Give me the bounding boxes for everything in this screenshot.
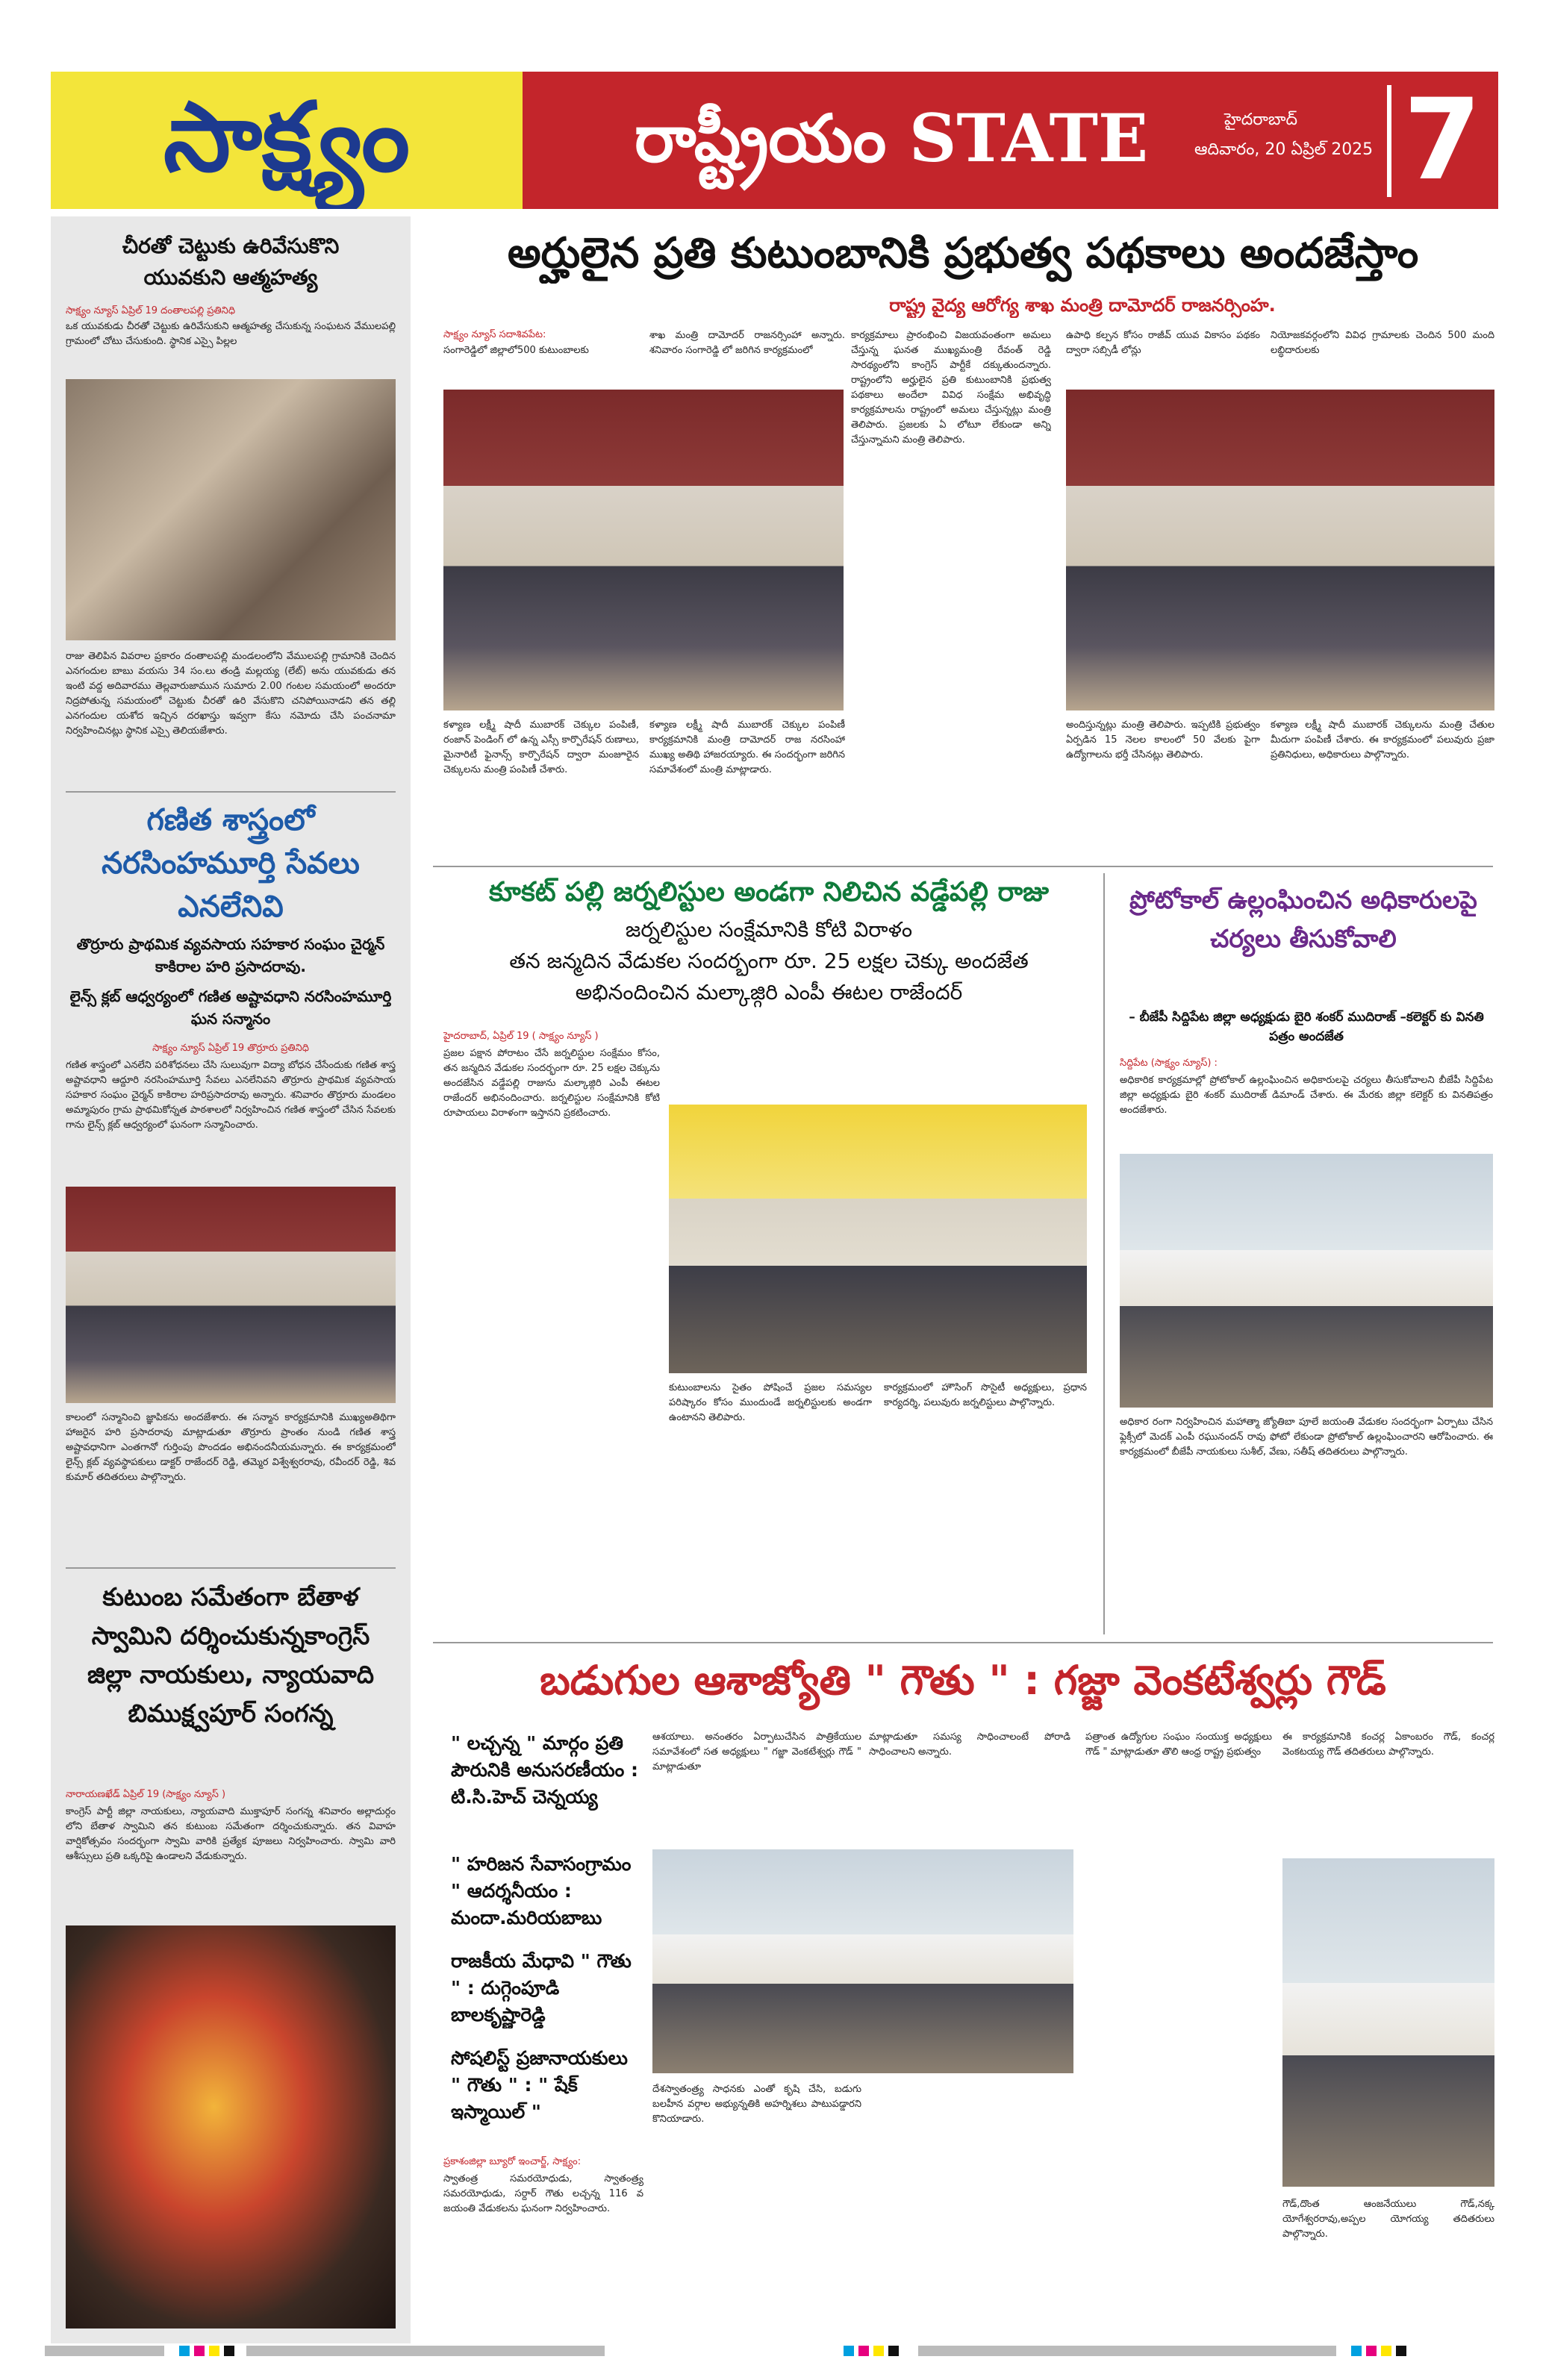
kukatpally-photo xyxy=(669,1105,1087,1373)
gouthu-headline: బడుగుల ఆశాజ్యోతి " గౌతు " : గజ్జా వెంకటేశ్వర్లు గౌడ్ xyxy=(540,1657,1386,1704)
kukatpally-subhead-3: అభినందించిన మల్కాజ్గిరి ఎంపీ ఈటల రాజేందర్ xyxy=(575,980,963,1005)
registration-swatch xyxy=(844,2346,854,2356)
lead-col-3: కార్యక్రమాలు ప్రారంభించి విజయవంతంగా అమలు చేస్తున్న ఘనత ముఖ్యమంత్రి రేవంత్ రెడ్డి సారథ్యంలోని కాంగ్రెస్ పార్టీకే దక్కుతుందన్నారు. రాష్ట్రంలోని అర్హులైన ప్రతి కుటుంబానికి ప్రభుత్వ పథకాలు అందేలా వివిధ సంక్షేమ అభివృద్ధి కార్యక్రమాలను రాష్ట్రంలో అమలు చేస్తున్నట్లు మంత్రి తెలిపారు. ప్రజలకు ఏ లోటూ లేకుండా అన్ని చేస్తున్నామని మంత్రి తెలిపారు. xyxy=(851,330,1051,446)
story2-byline: సాక్ష్యం న్యూస్ ఏప్రిల్ 19 తొర్రూరు ప్రతినిధి xyxy=(152,1043,309,1054)
kukatpally-body: ప్రజల పక్షాన పోరాటం చేసే జర్నలిస్టుల సంక్షేమం కోసం, తన జన్మదిన వేడుకల సందర్భంగా రూ. 25 లక్షల చెక్కును అందజేసిన వడ్డేపల్లి రాజును మల్కాజ్గిరి ఎంపీ ఈటల రాజేందర్ అభినందించారు. జర్నలిస్టుల సంక్షేమానికి కోటి రూపాయలు విరాళంగా ఇస్తానని ప్రకటించారు. xyxy=(443,1048,660,1119)
kukatpally-headline: కూకట్ పల్లి జర్నలిస్టుల అండగా నిలిచిన వడ్డేపల్లి రాజు xyxy=(488,877,1050,908)
story2-subhead-1: తొర్రూరు ప్రాథమిక వ్యవసాయ సహకార సంఘం చైర్మన్ కాకిరాల హరి ప్రసాదరావు. xyxy=(76,935,385,975)
story1-headline-2: యువకుని ఆత్మహత్య xyxy=(143,265,318,290)
lead-col-1: సంగారెడ్డిలో జిల్లాలో500 కుటుంబాలకు xyxy=(443,345,589,356)
lead-headline: అర్హులైన ప్రతి కుటుంబానికి ప్రభుత్వ పథకాలు అందజేస్తాం xyxy=(507,229,1419,278)
lead-photo-1 xyxy=(443,390,844,710)
kukatpally-body-3: కార్యక్రమంలో హౌసింగ్ సొసైటీ అధ్యక్షులు, ప్రధాన కార్యదర్శి, పలువురు జర్నలిస్టులు పాల్గొన్నారు. xyxy=(884,1382,1087,1408)
gouthu-quote-2: " హరిజన సేవాసంగ్రామం " ఆదర్శనీయం : మందా.మరియబాబు xyxy=(451,1853,632,1928)
lead-photo-2 xyxy=(1066,390,1494,710)
gouthu-photo-2 xyxy=(1282,1858,1494,2187)
section-band xyxy=(523,72,1498,209)
story2-body-2: కాలంలో సన్మానించి జ్ఞాపికను అందజేశారు. ఈ సన్మాన కార్యక్రమానికి ముఖ్యఅతిథిగా హాజరైన హరి ప్రసాదరావు మాట్లాడుతూ తొర్రూరు ప్రాంతం నుండి గణిత శాస్త్ర అష్టావధానిగా ఎంతగానో గుర్తింపు పొందడం అభినందనీయమన్నారు. ఈ కార్యక్రమంలో లైన్స్ క్లబ్ వ్యవస్థాపకులు డాక్టర్ రాజేందర్ రెడ్డి, తమ్మెర విశ్వేశ్వరరావు, రవీందర్ రెడ్డి, శివ కుమార్ తదితరులు పాల్గొన్నారు. xyxy=(66,1412,396,1483)
protocol-byline: సిద్దిపేట (సాక్ష్యం న్యూస్) : xyxy=(1120,1058,1218,1069)
edition-city: హైదరాబాద్ xyxy=(1224,110,1297,129)
protocol-subhead: – బీజేపీ సిద్దిపేట జిల్లా అధ్యక్షుడు బైరి శంకర్ ముదిరాజ్ –కలెక్టర్ కు వినతి పత్రం అందజేత xyxy=(1129,1010,1484,1044)
gouthu-body-3: మాట్లాడుతూ సమస్య సాధించాలంటే పోరాడి సాధించాలని అన్నారు. xyxy=(869,1731,1070,1758)
story1-photo xyxy=(66,379,396,640)
lead-byline: సాక్ష్యం న్యూస్ సదాశివపేట: xyxy=(443,329,546,340)
story1-body: రాజు తెలిపిన వివరాల ప్రకారం దంతాలపల్లి మండలంలోని వేములపల్లి గ్రామానికి చెందిన ఎనగందుల బాబు వయసు 34 సం.లు తండ్రి మల్లయ్య (లేట్) అను యువకుడు తన ఇంటి వద్ద అదివారము తెల్లవారుజామున సుమారు 2.00 గంటల సమయంలో అందరూ నిద్రపోతున్న సమయంలో చెట్టుకు చీరతో ఉరి వేసుకొని చనిపోయినాడని తన తల్లి ఎనగందుల యశోద ఇచ్చిన దరఖాస్తు ఇవ్వగా కేసు నమోదు చేసి పంచనామా నిర్వహించినట్లు స్థానిక ఎస్సై తెలియజేశారు. xyxy=(66,651,396,737)
story2-body: గణిత శాస్త్రంలో ఎనలేని పరిశోధనలు చేసి సులువుగా విద్యా బోధన చేసేందుకు గణిత శాస్త్ర అష్టావధాని ఆద్దూరి నరసింహమూర్తి సేవలు ఎనలేనివని తొర్రూరు ప్రాథమిక వ్యవసాయ సహకార సంఘం చైర్మన్ కాకిరాల హరిప్రసాదరావు అన్నారు. శనివారం తొర్రూరు మండలం అమ్మాపురం గ్రామ ప్రాథమికోన్నత పాఠశాలలో నిర్వహించిన గణిత శాస్త్రంలో చేసిన సేవలకు గాను లైన్స్ క్లబ్ ఆధ్వర్యంలో ఘనంగా సన్మానించారు. xyxy=(66,1060,396,1131)
lead-below-1: కళ్యాణ లక్ష్మీ షాదీ ముబారక్ చెక్కుల పంపిణీ, రంజాన్ పెండింగ్ లో ఉన్న ఎస్సీ కార్పొరేషన్ రుణాలు, మైనారిటీ ఫైనాన్స్ కార్పొరేషన్ ద్వారా మంజూరైన చెక్కులను మంత్రి పంపిణీ చేశారు. xyxy=(443,719,639,775)
registration-swatch xyxy=(194,2346,205,2356)
kukatpally-subhead-2: తన జన్మదిన వేడుకల సందర్భంగా రూ. 25 లక్షల చెక్కు అందజేత xyxy=(509,949,1029,973)
registration-swatch xyxy=(873,2346,884,2356)
registration-strip xyxy=(918,2346,1336,2356)
page-number-divider xyxy=(1387,85,1391,197)
protocol-body-2: అధికార రంగా నిర్వహించిన మహాత్మా జ్యోతిబా పూలే జయంతి వేడుకల సందర్భంగా ఏర్పాటు చేసిన ఫ్లెక్సీలో మెదక్ ఎంపీ రఘునందన్ రావు ఫోటో లేకుండా ప్రోటోకాల్ ఉల్లంఘించారని ఆరోపించారు. ఈ కార్యక్రమంలో బీజేపీ నాయకులు సుశీల్, వేణు, సతీష్ తదితరులు పాల్గొన్నారు. xyxy=(1120,1417,1493,1458)
gouthu-byline: ప్రకాశంజిల్లా బ్యూరో ఇంచార్జ్, సాక్ష్యం: xyxy=(443,2156,582,2167)
story1-lead: ఒక యువకుడు చీరతో చెట్టుకు ఉరివేసుకుని ఆత్మహత్య చేసుకున్న సంఘటన వేములపల్లి గ్రామంలో చోటు చేసుకుంది. స్థానిక ఎస్సై పిల్లల xyxy=(66,321,396,347)
gouthu-photo-1 xyxy=(652,1849,1073,2073)
section-title: రాష్ట్రీయం STATE xyxy=(635,99,1149,177)
lead-below-2: కళ్యాణ లక్ష్మీ షాదీ ముబారక్ చెక్కుల పంపిణీ కార్యక్రమానికి మంత్రి దామోదర్ రాజ నరసింహా ముఖ్య అతిథి హాజరయ్యారు. ఈ సందర్భంగా జరిగిన సమావేశంలో మంత్రి మాట్లాడారు. xyxy=(649,719,845,775)
lead-col-2: శాఖ మంత్రి దామోదర్ రాజనర్సింహా అన్నారు. శనివారం సంగారెడ్డి లో జరిగిన కార్యక్రమంలో xyxy=(649,330,845,356)
kukatpally-body-2: కుటుంబాలను సైతం పోషించే ప్రజల సమస్యల పరిష్కారం కోసం ముందుండే జర్నలిస్టులకు అండగా ఉంటానని తెలిపారు. xyxy=(669,1382,872,1423)
lead-col-4: ఉపాధి కల్పన కోసం రాజీవ్ యువ వికాసం పథకం ద్వారా సబ్సిడీ లోన్లు xyxy=(1066,330,1260,356)
story2-headline: గణిత శాస్త్రంలో నరసింహమూర్తి సేవలు ఎనలేనివి xyxy=(102,803,360,924)
gouthu-body-2: ఆశయాలు. అనంతరం ఏర్పాటుచేసిన పాత్రికేయుల సమావేశంలో సత అధ్యక్షులు " గజ్జా వెంకటేశ్వర్లు గౌడ్ " మాట్లాడుతూ xyxy=(652,1731,861,1772)
registration-swatch xyxy=(1381,2346,1391,2356)
newspaper-logo: సాక్ష్యం xyxy=(163,82,410,193)
gouthu-body-5: ఈ కార్యక్రమానికి కంచర్ల ఏకాంబరం గౌడ్, కంచర్ల వెంకటయ్య గౌడ్ తదితరులు పాల్గొన్నారు. xyxy=(1282,1731,1494,1758)
divider xyxy=(433,866,1493,867)
gouthu-quote-1: " లచ్చన్న " మార్గం ప్రతి పౌరునికి అనుసరణీయం : టి.సి.హెచ్ చెన్నయ్య xyxy=(451,1732,638,1808)
gouthu-body-1: స్వాతంత్ర సమరయోధుడు, స్వాతంత్ర్య సమరయోధుడు, సర్దార్ గౌతు లచ్చన్న 116 వ జయంతి వేడుకలను ఘనంగా నిర్వహించారు. xyxy=(443,2173,643,2214)
registration-swatch xyxy=(888,2346,899,2356)
lead-subhead: రాష్ట్ర వైద్య ఆరోగ్య శాఖ మంత్రి దామోదర్ రాజనర్సింహ. xyxy=(889,295,1276,316)
registration-swatch xyxy=(179,2346,190,2356)
gouthu-body-7: గౌడ్,దొంత ఆంజనేయులు గౌడ్,నక్క యోగేశ్వరరావు,అప్పల యోగయ్య తదితరులు పాల్గొన్నారు. xyxy=(1282,2199,1494,2240)
edition-date: ఆదివారం, 20 ఏప్రిల్ 2025 xyxy=(1194,140,1374,159)
print-registration-bar xyxy=(0,2340,1543,2362)
registration-swatch xyxy=(209,2346,219,2356)
story3-photo xyxy=(66,1925,396,2329)
registration-swatch xyxy=(224,2346,234,2356)
lead-col-5: నియోజకవర్గంలోని వివిధ గ్రామాలకు చెందిన 500 మంది లబ్ధిదారులకు xyxy=(1271,330,1494,356)
gouthu-quote-4: సోషలిస్ట్ ప్రజానాయకులు " గౌతు " : " షేక్ ఇస్మాయిల్ " xyxy=(451,2047,628,2123)
story1-byline: సాక్ష్యం న్యూస్ ఏప్రిల్ 19 దంతాలపల్లి ప్రతినిధి xyxy=(66,305,235,316)
story3-body: కాంగ్రెస్ పార్టీ జిల్లా నాయకులు, న్యాయవాది ముక్తాపూర్ సంగన్న శనివారం అల్లాదుర్గం లోని బేతాళ స్వామిని తన కుటుంబ సమేతంగా దర్శించుకున్నారు. తన వివాహ వార్షికోత్సవం సందర్భంగా స్వామి వారికి ప్రత్యేక పూజలు నిర్వహించారు. స్వామి వారి ఆశీస్సులు ప్రతి ఒక్కరిపై ఉండాలని వేడుకున్నారు. xyxy=(66,1806,396,1862)
divider xyxy=(433,1642,1493,1643)
gouthu-quote-3: రాజకీయ మేధావి " గౌతు " : దుగ్గెంపూడి బాలకృష్ణారెడ్డి xyxy=(451,1950,632,2026)
protocol-photo xyxy=(1120,1154,1493,1408)
registration-swatch xyxy=(1351,2346,1362,2356)
protocol-body: అధికారిక కార్యక్రమాల్లో ప్రోటోకాల్ ఉల్లంఘించిన అధికారులపై చర్యలు తీసుకోవాలని బీజేపీ సిద్దిపేట జిల్లా అధ్యక్షుడు బైరి శంకర్ ముదిరాజ్ డిమాండ్ చేశారు. ఈ మేరకు జిల్లా కలెక్టర్ కు వినతిపత్రం అందజేశారు. xyxy=(1120,1075,1493,1116)
story2-subhead-2: లైన్స్ క్లబ్ ఆధ్వర్యంలో గణిత అష్టావధాని నరసింహమూర్తి ఘన సన్మానం xyxy=(69,987,392,1028)
gouthu-body-6: దేశస్వాతంత్ర్య సాధనకు ఎంతో కృషి చేసి, బడుగు బలహీన వర్గాల అభ్యున్నతికి అహర్నిశలు పాటుపడ్డారని కొనియాడారు. xyxy=(652,2084,861,2125)
story3-byline: నారాయణఖేడ్ ఏప్రిల్ 19 (సాక్ష్యం న్యూస్ ) xyxy=(66,1789,226,1800)
masthead-logo-box xyxy=(51,72,523,209)
story3-headline: కుటుంబ సమేతంగా బేతాళ స్వామిని దర్శించుకున్నకాంగ్రెస్ జిల్లా నాయకులు, న్యాయవాది బిముక్ష్వపూర్ సంగన్న xyxy=(87,1582,375,1728)
story1-headline-1: చీరతో చెట్టుకు ఉరివేసుకొని xyxy=(122,234,340,258)
page-number: 7 xyxy=(1403,75,1482,205)
registration-strip xyxy=(246,2346,605,2356)
divider xyxy=(66,1567,396,1569)
story2-photo xyxy=(66,1187,396,1403)
lead-below-4: కళ్యాణ లక్ష్మీ షాదీ ముబారక్ చెక్కులను మంత్రి చేతుల మీదుగా పంపిణీ చేశారు. ఈ కార్యక్రమంలో పలువురు ప్రజా ప్రతినిధులు, అధికారులు పాల్గొన్నారు. xyxy=(1271,719,1494,760)
kukatpally-subhead-1: జర్నలిస్టుల సంక్షేమానికి కోటి విరాళం xyxy=(625,917,913,942)
lead-below-3: అందిస్తున్నట్లు మంత్రి తెలిపారు. ఇప్పటికి ప్రభుత్వం ఏర్పడిన 15 నెలల కాలంలో 50 వేలకు పైగా ఉద్యోగాలను భర్తీ చేసినట్లు తెలిపారు. xyxy=(1066,719,1260,760)
registration-strip xyxy=(45,2346,164,2356)
gouthu-body-4: పత్రాంత ఉద్యోగుల సంఘం సంయుక్త అధ్యక్షులు గౌడ్ " మాట్లాడుతూ తొలి ఆంధ్ర రాష్ట్ర ప్రభుత్వం xyxy=(1085,1731,1272,1758)
protocol-headline: ప్రోటోకాల్ ఉల్లంఘించిన అధికారులపై చర్యలు తీసుకోవాలి xyxy=(1129,885,1477,953)
registration-swatch xyxy=(1396,2346,1406,2356)
registration-swatch xyxy=(858,2346,869,2356)
registration-swatch xyxy=(1366,2346,1377,2356)
kukatpally-byline: హైదరాబాద్, ఏప్రిల్ 19 ( సాక్ష్యం న్యూస్ ) xyxy=(443,1031,599,1042)
divider xyxy=(66,791,396,793)
divider xyxy=(1103,873,1105,1634)
left-column xyxy=(51,216,411,2343)
